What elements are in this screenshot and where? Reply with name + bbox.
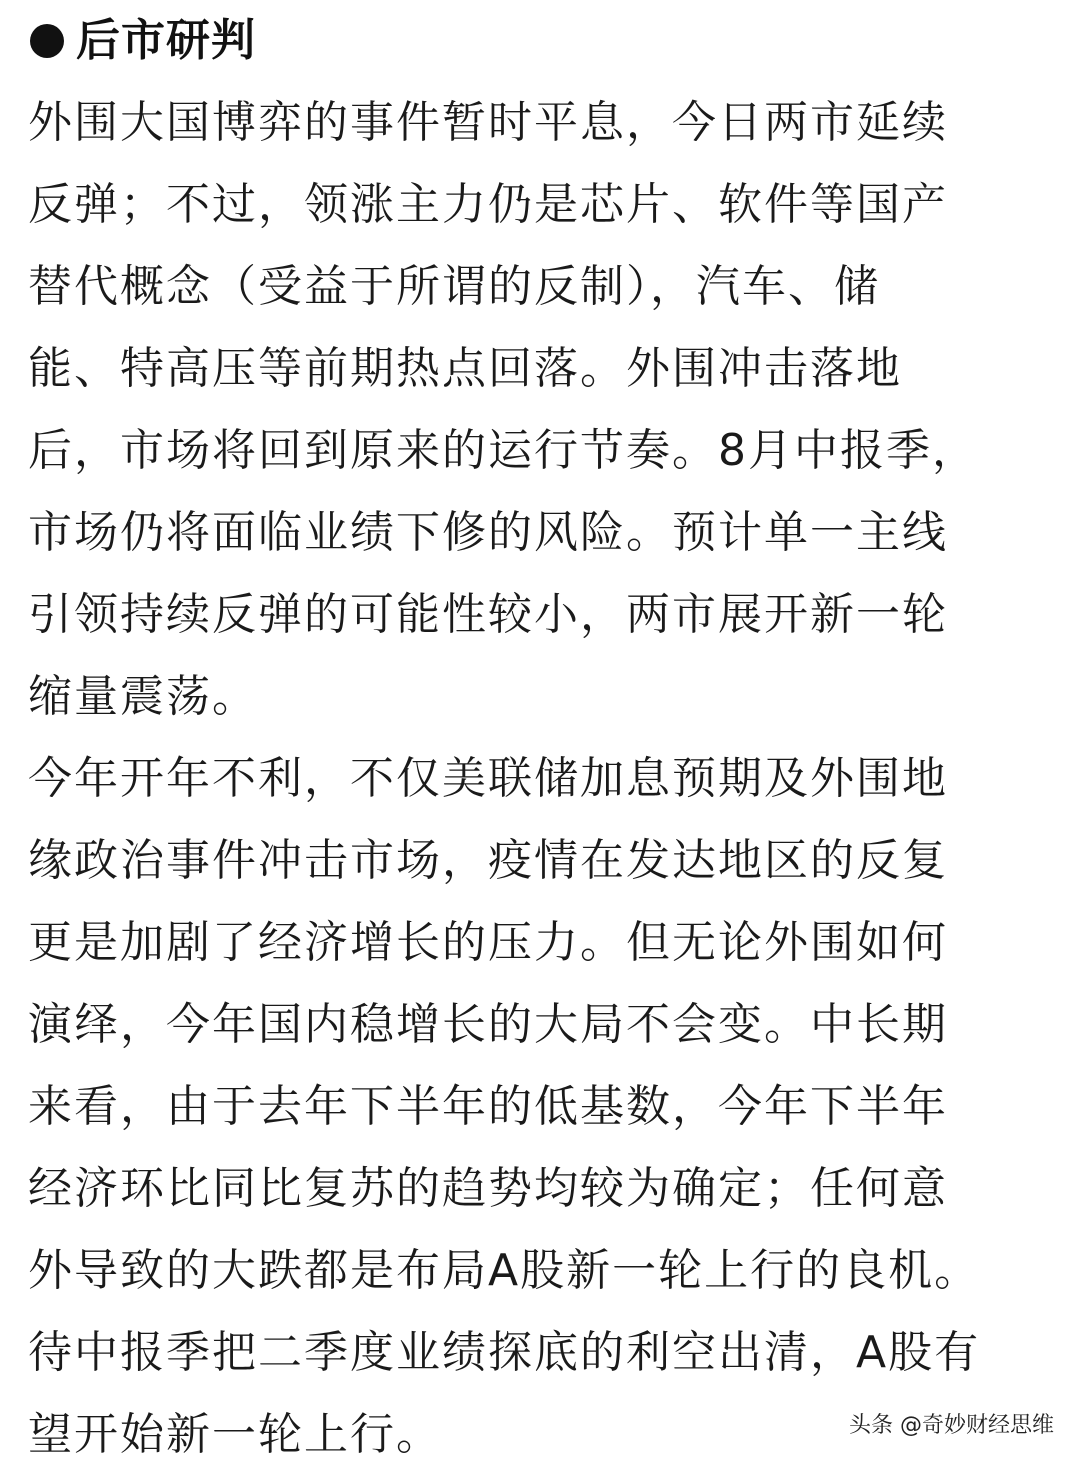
text-line: 经济环比同比复苏的趋势均较为确定；任何意 [28, 1163, 948, 1214]
text-line: 市场仍将面临业绩下修的风险。预计单一主线 [28, 507, 948, 558]
text-line: 反弹；不过，领涨主力仍是芯片、软件等国产 [28, 179, 948, 230]
watermark-credit: 头条 @奇妙财经思维 [849, 1413, 1054, 1438]
text-line: 望开始新一轮上行。 [28, 1409, 442, 1460]
section-heading-text: 后市研判 [76, 15, 256, 66]
text-line: 引领持续反弹的可能性较小，两市展开新一轮 [28, 589, 948, 640]
text-line: 缘政治事件冲击市场，疫情在发达地区的反复 [28, 835, 948, 886]
text-line: 外围大国博弈的事件暂时平息，今日两市延续 [28, 97, 948, 148]
text-line: 后，市场将回到原来的运行节奏。8月中报季， [28, 425, 978, 476]
paragraph-market-outlook [28, 82, 1052, 738]
section-heading [28, 0, 1052, 82]
text-line: 更是加剧了经济增长的压力。但无论外围如何 [28, 917, 948, 968]
text-line: 待中报季把二季度业绩探底的利空出清，A股有 [28, 1327, 981, 1378]
paragraph-long-term-view [28, 738, 1052, 1476]
text-line: 外导致的大跌都是布局A股新一轮上行的良机。 [28, 1245, 981, 1296]
text-line: 演绎，今年国内稳增长的大局不会变。中长期 [28, 999, 948, 1050]
text-line: 缩量震荡。 [28, 671, 258, 722]
article-body [28, 0, 1052, 1476]
text-line: 能、特高压等前期热点回落。外围冲击落地 [28, 343, 902, 394]
text-line: 来看，由于去年下半年的低基数，今年下半年 [28, 1081, 948, 1132]
text-line: 替代概念（受益于所谓的反制），汽车、储 [28, 261, 880, 312]
text-line: 今年开年不利，不仅美联储加息预期及外围地 [28, 753, 948, 804]
bullet-dot-icon [30, 24, 64, 58]
